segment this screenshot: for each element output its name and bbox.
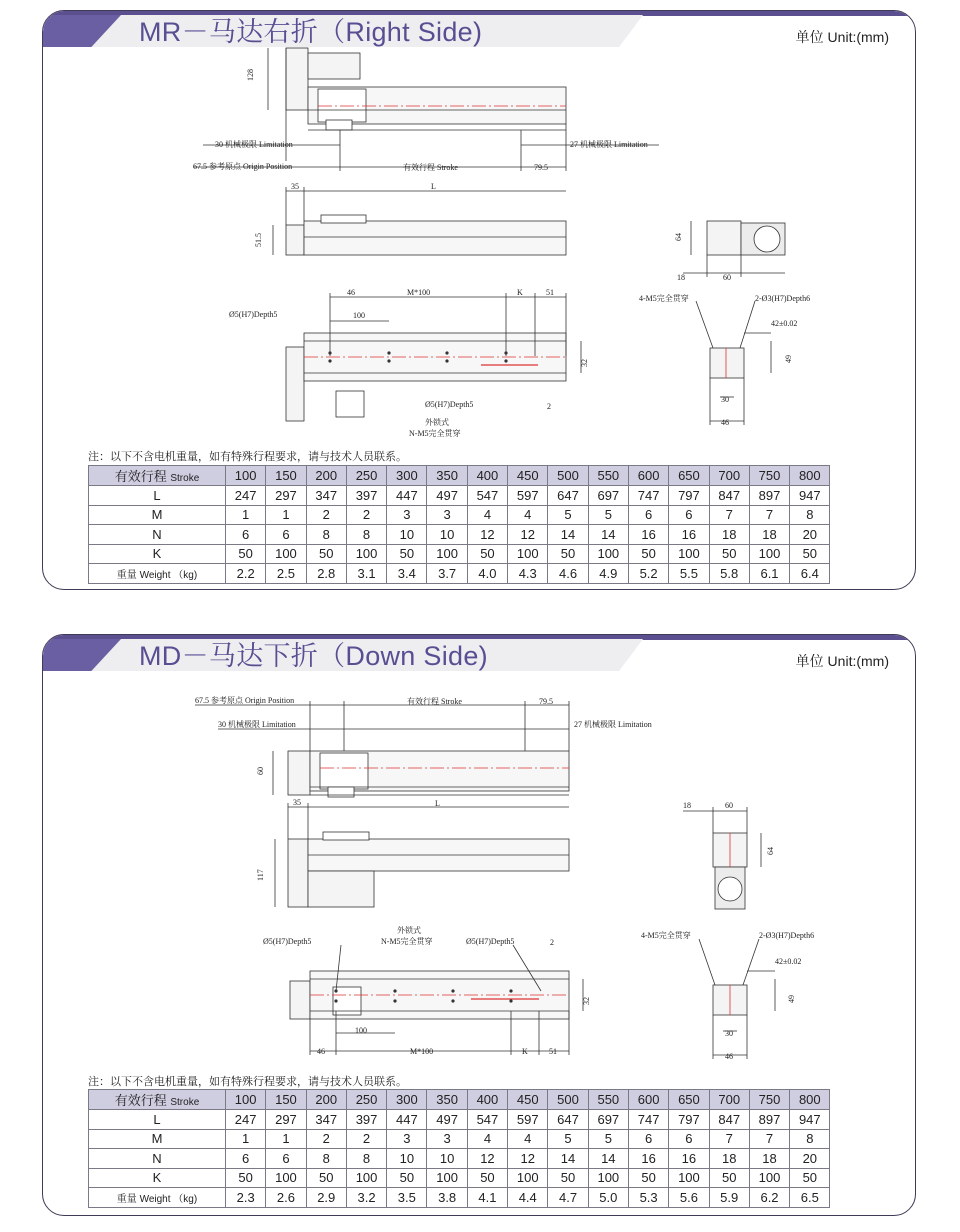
table-row xyxy=(89,486,830,506)
weight-cell: 2.9 xyxy=(306,1188,346,1208)
weight-cell: 4.4 xyxy=(508,1188,548,1208)
dim-60: 60 xyxy=(723,273,731,282)
table-cell: 897 xyxy=(749,1110,789,1130)
origin-position: 67.5 参考原点 Origin Position xyxy=(193,162,293,171)
table-cell: 3 xyxy=(427,505,467,525)
dim-42: 42±0.02 xyxy=(775,957,802,966)
weight-cell: 4.6 xyxy=(548,564,588,584)
table-cell: 100 xyxy=(427,544,467,564)
table-row xyxy=(89,525,830,545)
table-cell: 5 xyxy=(588,1129,628,1149)
stroke-header: 有效行程 Stroke xyxy=(89,1090,226,1110)
table-cell: 347 xyxy=(306,1110,346,1130)
dim-18: 18 xyxy=(677,273,685,282)
table-cell: 6 xyxy=(266,525,306,545)
table-cell: 5 xyxy=(548,1129,588,1149)
table-cell: 947 xyxy=(790,486,830,506)
table-cell: 50 xyxy=(467,1168,507,1188)
stroke-cell: 800 xyxy=(790,1090,830,1110)
table-cell: 597 xyxy=(508,486,548,506)
table-cell: 12 xyxy=(508,525,548,545)
table-cell: 14 xyxy=(588,1149,628,1169)
table-cell: 12 xyxy=(508,1149,548,1169)
hole-o5-b: Ø5(H7)Depth5 xyxy=(425,400,474,409)
table-row xyxy=(89,1110,830,1130)
table-cell: 16 xyxy=(628,1149,668,1169)
table-cell: 797 xyxy=(669,1110,709,1130)
row-label: L xyxy=(89,1110,226,1130)
table-cell: 5 xyxy=(588,505,628,525)
dim-128: 128 xyxy=(246,69,255,81)
table-cell: 6 xyxy=(628,1129,668,1149)
hole-o3: 2-Ø3(H7)Depth6 xyxy=(755,294,811,303)
stroke-cell: 700 xyxy=(709,1090,749,1110)
table-row xyxy=(89,1168,830,1188)
weight-cell: 4.3 xyxy=(508,564,548,584)
weight-row xyxy=(89,564,830,584)
table-cell: 14 xyxy=(548,525,588,545)
table-cell: 297 xyxy=(266,1110,306,1130)
weight-cell: 2.6 xyxy=(266,1188,306,1208)
table-cell: 447 xyxy=(387,1110,427,1130)
spec-table-md xyxy=(88,1089,830,1208)
weight-cell: 3.8 xyxy=(427,1188,467,1208)
dim-m100: M*100 xyxy=(407,288,431,297)
table-cell: 447 xyxy=(387,486,427,506)
table-cell: 18 xyxy=(749,1149,789,1169)
dim-64: 64 xyxy=(766,847,775,855)
row-label: M xyxy=(89,505,226,525)
table-cell: 100 xyxy=(508,1168,548,1188)
table-cell: 2 xyxy=(346,1129,386,1149)
lock-type: 外锁式 xyxy=(397,926,421,935)
table-cell: 50 xyxy=(226,1168,266,1188)
table-cell: 7 xyxy=(709,505,749,525)
weight-cell: 2.8 xyxy=(306,564,346,584)
table-cell: 100 xyxy=(346,1168,386,1188)
stroke-cell: 650 xyxy=(669,1090,709,1110)
dim-L: L xyxy=(431,182,436,191)
table-cell: 16 xyxy=(628,525,668,545)
table-cell: 100 xyxy=(508,544,548,564)
table-cell: 50 xyxy=(790,1168,830,1188)
stroke-cell: 350 xyxy=(427,466,467,486)
stroke-cell: 500 xyxy=(548,466,588,486)
m5-4-through: 4-M5完全贯穿 xyxy=(639,294,689,303)
hole-o5-a: Ø5(H7)Depth5 xyxy=(229,310,278,319)
table-cell: 247 xyxy=(226,486,266,506)
table-cell: 7 xyxy=(709,1129,749,1149)
table-cell: 6 xyxy=(669,1129,709,1149)
table-cell: 100 xyxy=(669,1168,709,1188)
dim-m100: M*100 xyxy=(410,1047,434,1056)
mr-panel xyxy=(42,10,916,590)
mech-limit-30: 30 机械极限 Limitation xyxy=(218,720,296,729)
table-cell: 50 xyxy=(548,1168,588,1188)
stroke-cell: 600 xyxy=(628,466,668,486)
table-cell: 597 xyxy=(508,1110,548,1130)
dim-79-5: 79.5 xyxy=(534,163,548,172)
table-header-row xyxy=(89,466,830,486)
dim-51: 51 xyxy=(546,288,554,297)
dim-46b: 46 xyxy=(721,418,729,427)
dim-100: 100 xyxy=(355,1026,367,1035)
table-cell: 347 xyxy=(306,486,346,506)
table-cell: 16 xyxy=(669,525,709,545)
weight-cell: 2.2 xyxy=(226,564,266,584)
table-cell: 8 xyxy=(346,525,386,545)
table-cell: 16 xyxy=(669,1149,709,1169)
m5-through: N-M5完全贯穿 xyxy=(381,937,433,946)
table-cell: 947 xyxy=(790,1110,830,1130)
weight-cell: 6.5 xyxy=(790,1188,830,1208)
table-cell: 10 xyxy=(387,1149,427,1169)
weight-cell: 5.0 xyxy=(588,1188,628,1208)
stroke-cell: 100 xyxy=(226,1090,266,1110)
stroke-label: 有效行程 Stroke xyxy=(403,163,458,172)
table-cell: 6 xyxy=(669,505,709,525)
dim-2: 2 xyxy=(547,402,551,411)
weight-cell: 3.4 xyxy=(387,564,427,584)
stroke-cell: 550 xyxy=(588,1090,628,1110)
dim-60-b: 60 xyxy=(725,801,733,810)
hole-o5-b: Ø5(H7)Depth5 xyxy=(466,937,515,946)
table-cell: 647 xyxy=(548,1110,588,1130)
table-cell: 4 xyxy=(508,1129,548,1149)
note: 注：以下不含电机重量，如有特殊行程要求，请与技术人员联系。 xyxy=(88,1076,407,1088)
row-label: K xyxy=(89,1168,226,1188)
weight-cell: 2.5 xyxy=(266,564,306,584)
md-panel xyxy=(42,634,916,1216)
dim-100: 100 xyxy=(353,311,365,320)
table-cell: 547 xyxy=(467,1110,507,1130)
weight-cell: 6.2 xyxy=(749,1188,789,1208)
stroke-cell: 550 xyxy=(588,466,628,486)
table-cell: 50 xyxy=(628,544,668,564)
table-cell: 1 xyxy=(226,1129,266,1149)
table-row xyxy=(89,1129,830,1149)
table-cell: 8 xyxy=(306,1149,346,1169)
weight-cell: 4.1 xyxy=(467,1188,507,1208)
table-cell: 100 xyxy=(749,1168,789,1188)
table-cell: 6 xyxy=(266,1149,306,1169)
stroke-cell: 350 xyxy=(427,1090,467,1110)
m5-4-through: 4-M5完全贯穿 xyxy=(641,931,691,940)
md-technical-drawing xyxy=(43,635,915,1075)
table-cell: 20 xyxy=(790,525,830,545)
table-cell: 247 xyxy=(226,1110,266,1130)
table-cell: 2 xyxy=(306,505,346,525)
weight-cell: 5.3 xyxy=(628,1188,668,1208)
table-cell: 50 xyxy=(467,544,507,564)
dim-30: 30 xyxy=(725,1029,733,1038)
note: 注：以下不含电机重量，如有特殊行程要求，请与技术人员联系。 xyxy=(88,451,407,463)
stroke-cell: 400 xyxy=(467,1090,507,1110)
weight-cell: 6.4 xyxy=(790,564,830,584)
weight-cell: 5.9 xyxy=(709,1188,749,1208)
weight-cell: 3.2 xyxy=(346,1188,386,1208)
table-cell: 12 xyxy=(467,525,507,545)
weight-cell: 4.9 xyxy=(588,564,628,584)
table-cell: 8 xyxy=(306,525,346,545)
table-cell: 5 xyxy=(548,505,588,525)
weight-cell: 5.6 xyxy=(669,1188,709,1208)
table-cell: 20 xyxy=(790,1149,830,1169)
table-cell: 847 xyxy=(709,1110,749,1130)
weight-cell: 4.7 xyxy=(548,1188,588,1208)
mech-limit-30: 30 机械极限 Limitation xyxy=(215,140,293,149)
dim-L: L xyxy=(435,799,440,808)
table-cell: 897 xyxy=(749,486,789,506)
table-cell: 6 xyxy=(226,1149,266,1169)
table-cell: 50 xyxy=(790,544,830,564)
stroke-cell: 400 xyxy=(467,466,507,486)
dim-32: 32 xyxy=(582,997,591,1005)
dim-18: 18 xyxy=(683,801,691,810)
table-cell: 747 xyxy=(628,1110,668,1130)
table-cell: 1 xyxy=(266,1129,306,1149)
table-cell: 100 xyxy=(266,544,306,564)
table-cell: 100 xyxy=(266,1168,306,1188)
table-cell: 4 xyxy=(467,505,507,525)
mech-limit-27: 27 机械极限 Limitation xyxy=(570,140,648,149)
table-cell: 100 xyxy=(669,544,709,564)
stroke-cell: 750 xyxy=(749,1090,789,1110)
dim-51: 51 xyxy=(549,1047,557,1056)
dim-49: 49 xyxy=(787,995,796,1003)
table-cell: 50 xyxy=(548,544,588,564)
dim-51-5: 51.5 xyxy=(254,233,263,247)
dim-46b: 46 xyxy=(725,1052,733,1061)
spec-table-mr xyxy=(88,465,830,584)
weight-cell: 5.8 xyxy=(709,564,749,584)
hole-o3: 2-Ø3(H7)Depth6 xyxy=(759,931,815,940)
table-cell: 397 xyxy=(346,486,386,506)
table-cell: 12 xyxy=(467,1149,507,1169)
table-cell: 18 xyxy=(709,525,749,545)
dim-64: 64 xyxy=(674,233,683,241)
table-cell: 1 xyxy=(266,505,306,525)
stroke-cell: 450 xyxy=(508,1090,548,1110)
table-cell: 50 xyxy=(709,544,749,564)
table-cell: 697 xyxy=(588,1110,628,1130)
stroke-cell: 250 xyxy=(346,466,386,486)
table-cell: 10 xyxy=(427,1149,467,1169)
table-cell: 547 xyxy=(467,486,507,506)
table-cell: 797 xyxy=(669,486,709,506)
weight-cell: 3.7 xyxy=(427,564,467,584)
table-cell: 8 xyxy=(790,505,830,525)
stroke-cell: 700 xyxy=(709,466,749,486)
dim-2: 2 xyxy=(550,938,554,947)
panel-title: MD－马达下折（Down Side) xyxy=(139,641,488,671)
table-cell: 747 xyxy=(628,486,668,506)
table-cell: 100 xyxy=(346,544,386,564)
table-cell: 397 xyxy=(346,1110,386,1130)
table-cell: 6 xyxy=(628,505,668,525)
dim-46: 46 xyxy=(347,288,355,297)
table-cell: 7 xyxy=(749,505,789,525)
lock-type: 外锁式 xyxy=(425,418,449,427)
table-cell: 100 xyxy=(427,1168,467,1188)
table-cell: 2 xyxy=(346,505,386,525)
stroke-cell: 200 xyxy=(306,466,346,486)
stroke-cell: 150 xyxy=(266,466,306,486)
stroke-cell: 750 xyxy=(749,466,789,486)
table-cell: 100 xyxy=(588,544,628,564)
dim-K: K xyxy=(517,288,523,297)
stroke-cell: 500 xyxy=(548,1090,588,1110)
table-cell: 297 xyxy=(266,486,306,506)
dim-60: 60 xyxy=(256,767,265,775)
dim-42: 42±0.02 xyxy=(771,319,798,328)
weight-cell: 5.2 xyxy=(628,564,668,584)
unit-label: 单位 Unit:(mm) xyxy=(795,653,889,669)
dim-35: 35 xyxy=(293,798,301,807)
panel-title: MR－马达右折（Right Side) xyxy=(139,17,483,47)
dim-117: 117 xyxy=(256,869,265,881)
table-cell: 50 xyxy=(306,1168,346,1188)
table-row xyxy=(89,1149,830,1169)
stroke-cell: 150 xyxy=(266,1090,306,1110)
weight-cell: 5.5 xyxy=(669,564,709,584)
row-label: N xyxy=(89,525,226,545)
table-cell: 3 xyxy=(427,1129,467,1149)
mech-limit-27: 27 机械极限 Limitation xyxy=(574,720,652,729)
row-label: L xyxy=(89,486,226,506)
table-cell: 697 xyxy=(588,486,628,506)
weight-label: 重量 Weight （kg) xyxy=(89,1188,226,1208)
table-cell: 18 xyxy=(749,525,789,545)
stroke-cell: 200 xyxy=(306,1090,346,1110)
table-cell: 14 xyxy=(588,525,628,545)
table-cell: 50 xyxy=(387,1168,427,1188)
table-cell: 4 xyxy=(467,1129,507,1149)
stroke-cell: 450 xyxy=(508,466,548,486)
stroke-header: 有效行程 Stroke xyxy=(89,466,226,486)
table-cell: 1 xyxy=(226,505,266,525)
weight-cell: 4.0 xyxy=(467,564,507,584)
weight-label: 重量 Weight （kg) xyxy=(89,564,226,584)
dim-46: 46 xyxy=(317,1047,325,1056)
weight-cell: 3.5 xyxy=(387,1188,427,1208)
table-cell: 3 xyxy=(387,505,427,525)
table-cell: 647 xyxy=(548,486,588,506)
row-label: N xyxy=(89,1149,226,1169)
m5-through: N-M5完全贯穿 xyxy=(409,429,461,438)
weight-cell: 3.1 xyxy=(346,564,386,584)
dim-49: 49 xyxy=(784,355,793,363)
table-cell: 50 xyxy=(306,544,346,564)
stroke-cell: 650 xyxy=(669,466,709,486)
table-cell: 4 xyxy=(508,505,548,525)
table-cell: 7 xyxy=(749,1129,789,1149)
table-cell: 18 xyxy=(709,1149,749,1169)
table-cell: 14 xyxy=(548,1149,588,1169)
table-cell: 10 xyxy=(427,525,467,545)
row-label: K xyxy=(89,544,226,564)
hole-o5-a: Ø5(H7)Depth5 xyxy=(263,937,312,946)
stroke-cell: 300 xyxy=(387,1090,427,1110)
mr-technical-drawing xyxy=(43,11,915,451)
table-cell: 3 xyxy=(387,1129,427,1149)
dim-K: K xyxy=(522,1047,528,1056)
table-cell: 2 xyxy=(306,1129,346,1149)
table-row xyxy=(89,505,830,525)
table-cell: 50 xyxy=(628,1168,668,1188)
table-cell: 50 xyxy=(226,544,266,564)
dim-79-5: 79.5 xyxy=(539,697,553,706)
table-cell: 497 xyxy=(427,486,467,506)
table-cell: 6 xyxy=(226,525,266,545)
stroke-cell: 100 xyxy=(226,466,266,486)
stroke-label: 有效行程 Stroke xyxy=(407,697,462,706)
weight-row xyxy=(89,1188,830,1208)
weight-cell: 6.1 xyxy=(749,564,789,584)
origin-position: 67.5 参考原点 Origin Position xyxy=(195,696,295,705)
table-cell: 100 xyxy=(588,1168,628,1188)
unit-label: 单位 Unit:(mm) xyxy=(795,29,889,45)
dim-32: 32 xyxy=(580,359,589,367)
table-header-row xyxy=(89,1090,830,1110)
table-cell: 8 xyxy=(790,1129,830,1149)
stroke-cell: 300 xyxy=(387,466,427,486)
table-cell: 847 xyxy=(709,486,749,506)
stroke-cell: 800 xyxy=(790,466,830,486)
dim-30: 30 xyxy=(721,395,729,404)
weight-cell: 2.3 xyxy=(226,1188,266,1208)
table-cell: 497 xyxy=(427,1110,467,1130)
row-label: M xyxy=(89,1129,226,1149)
stroke-cell: 600 xyxy=(628,1090,668,1110)
stroke-cell: 250 xyxy=(346,1090,386,1110)
dim-35: 35 xyxy=(291,182,299,191)
table-cell: 50 xyxy=(387,544,427,564)
table-cell: 50 xyxy=(709,1168,749,1188)
table-cell: 10 xyxy=(387,525,427,545)
table-cell: 8 xyxy=(346,1149,386,1169)
table-row xyxy=(89,544,830,564)
table-cell: 100 xyxy=(749,544,789,564)
